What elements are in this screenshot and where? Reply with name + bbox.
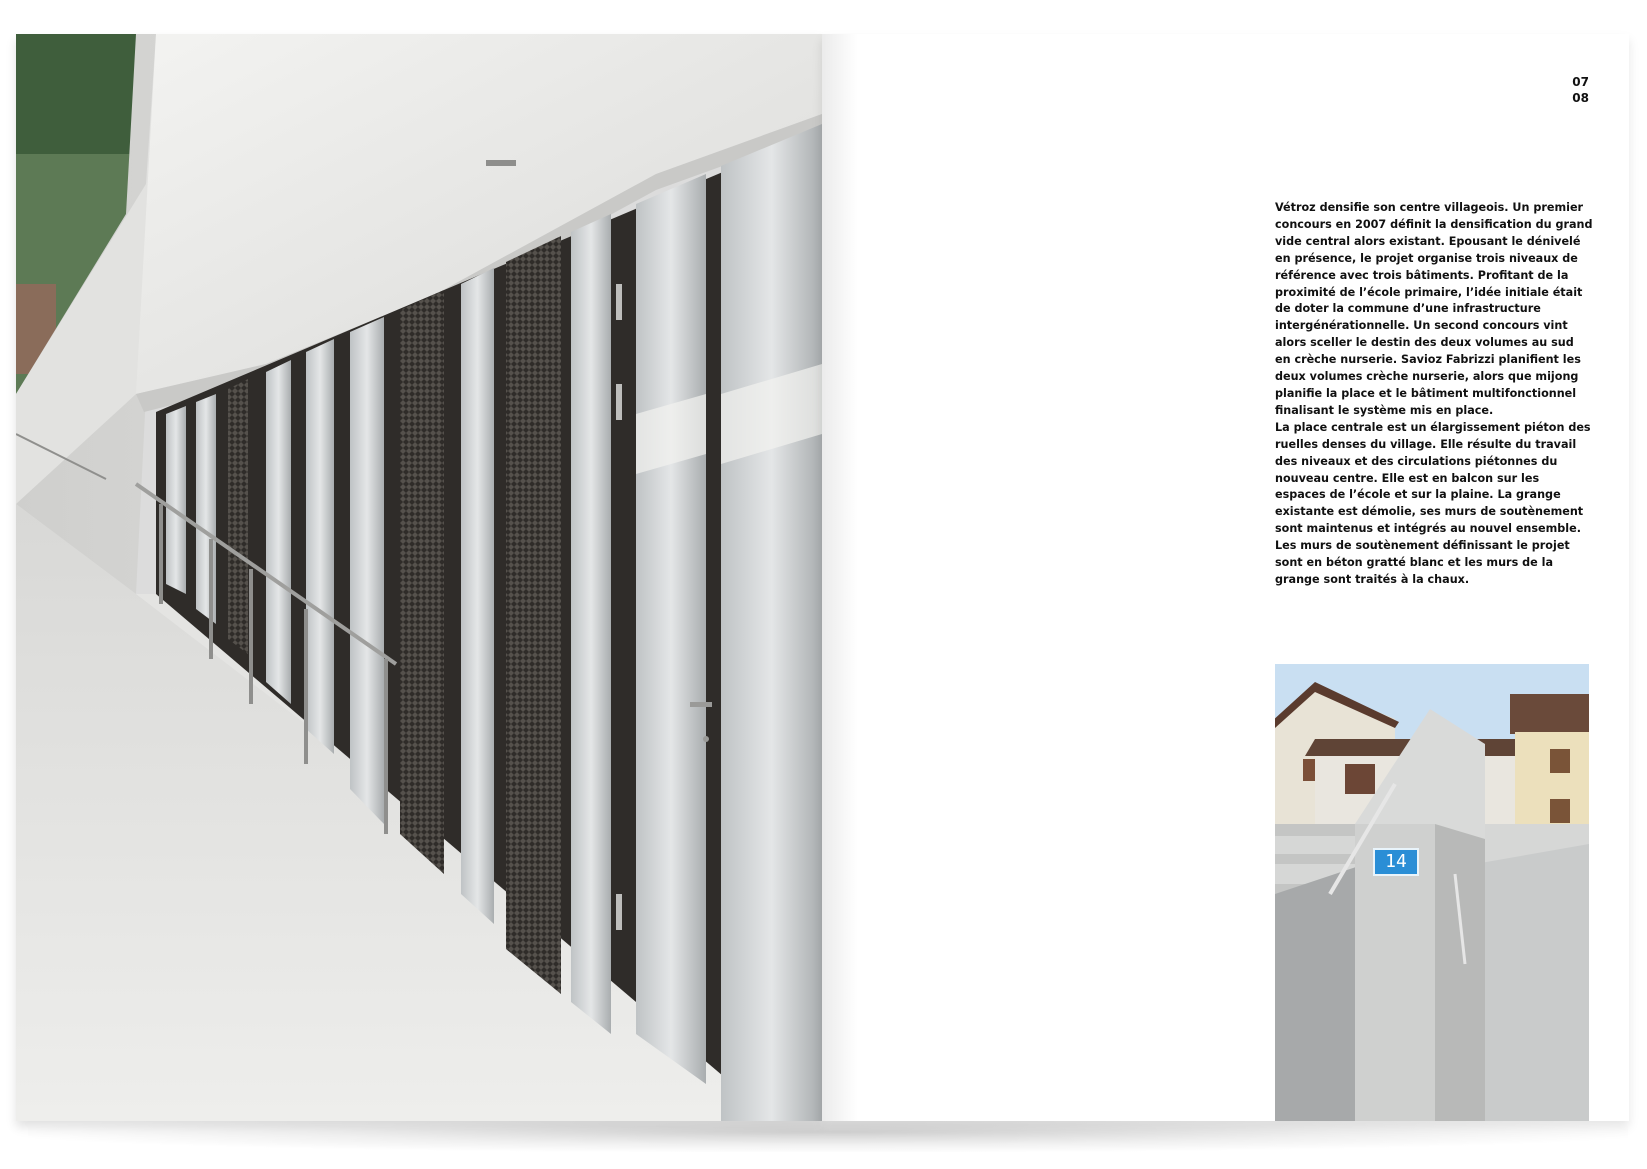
body-text bbox=[1275, 200, 1593, 589]
left-page bbox=[16, 34, 822, 1121]
paragraph: Vétroz densifie son centre villageois. Un premier concours en 2007 définit la densification du grand vide central alors existant. Epousant le dénivelé en présence, le projet organise trois niveaux de référence avec trois bâtiments. Profitant de la proximité de l’école primaire, l’idée initiale était de doter la commune d’une infrastructure intergénérationnelle. Un second concours vint alors sceller le destin des deux volumes au sud en crèche nurserie. Savioz Fabrizzi planifient les deux volumes crèche nurserie, alors que mijong planifie la place et le bâtiment multifonctionnel finalisant le système mis en place. bbox=[1275, 201, 1593, 417]
page-number-right: 08 bbox=[1572, 91, 1589, 105]
secondary-photo bbox=[1275, 664, 1589, 1121]
paragraph: La place centrale est un élargissement piéton des ruelles denses du village. Elle résulte du travail des niveaux et des circulations piétonnes du nouveau centre. Elle est en balcon sur les espaces de l’école et sur la plaine. La grange existante est démolie, ses murs de soutènement sont maintenus et intégrés au nouvel ensemble. bbox=[1275, 420, 1591, 536]
page-gutter bbox=[822, 34, 858, 1121]
paragraph: Les murs de soutènement définissant le projet sont en béton gratté blanc et les murs de la grange sont traités à la chaux. bbox=[1275, 539, 1570, 586]
main-photo bbox=[16, 34, 822, 1121]
right-page bbox=[822, 34, 1629, 1121]
page-number bbox=[1572, 74, 1589, 106]
page-number-left: 07 bbox=[1572, 75, 1589, 89]
house-number-sign: 14 bbox=[1373, 848, 1419, 876]
